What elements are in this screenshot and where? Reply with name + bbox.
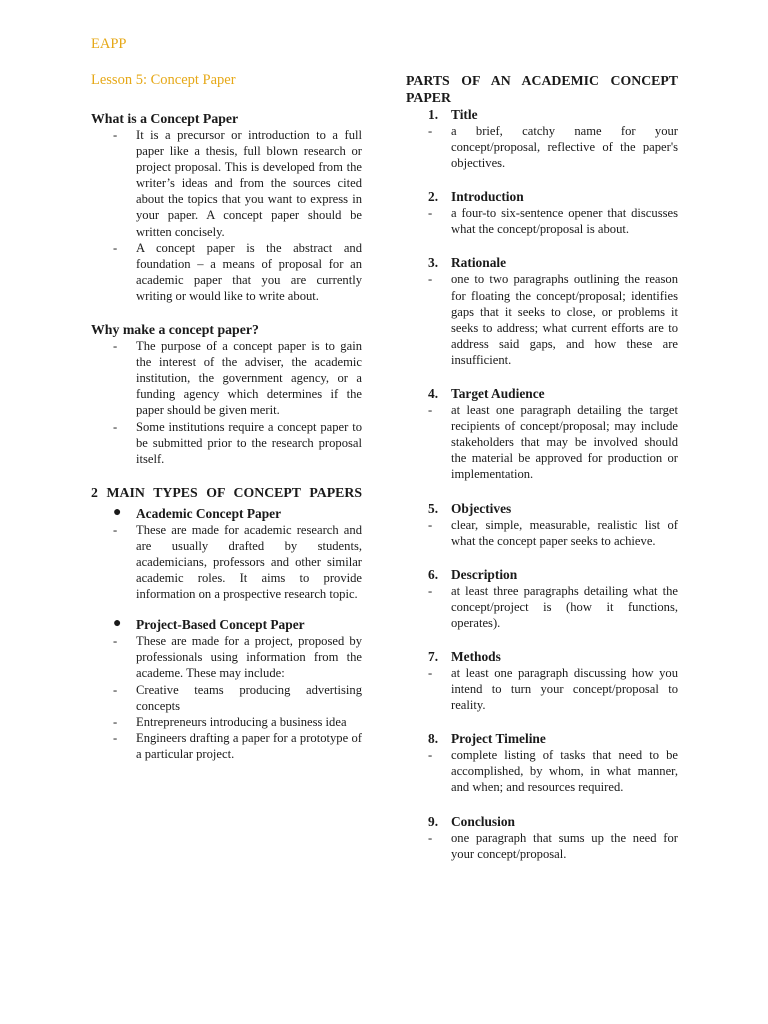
dash-marker: - [428, 206, 433, 221]
part-desc-text: at least one paragraph detailing the target recipients of concept/proposal; may include stakeholders that may be involved should the material be approved for production or implementation. [451, 403, 678, 482]
item-text: The purpose of a concept paper is to gain the interest of the adviser, the academic institution, the government agency, or a funding agency which determines if the paper should be given merit. [136, 339, 362, 418]
dash-marker: - [113, 730, 118, 745]
part-title-text: Introduction [451, 189, 524, 205]
dash-marker: - [428, 272, 433, 287]
part-number: 3. [428, 255, 439, 271]
part-title-text: Conclusion [451, 813, 515, 829]
part-title [406, 385, 678, 402]
part-description [406, 747, 678, 795]
part-title [406, 254, 678, 271]
dash-marker: - [428, 124, 433, 138]
part-title-text: Project Timeline [451, 731, 546, 747]
dash-marker: - [113, 419, 118, 434]
subject-title: EAPP [91, 36, 127, 52]
part-number: 6. [428, 566, 439, 582]
dash-marker: - [113, 634, 118, 649]
list-item [91, 730, 362, 762]
left-column [91, 110, 362, 762]
dash-marker: - [428, 665, 433, 680]
part-number: 2. [428, 189, 439, 205]
part-description [406, 665, 678, 713]
item-text: A concept paper is the abstract and foundation – a means of proposal for an academic paper that you are currently writing or would like to write about. [136, 240, 362, 303]
part-desc-text: a brief, catchy name for your concept/proposal, reflective of the paper's objectives. [451, 124, 678, 171]
part-description [406, 205, 678, 237]
list-item [91, 682, 362, 714]
part-desc-text: at least three paragraphs detailing what the concept/project is (how it functions, operates). [451, 583, 678, 630]
what-heading: What is a Concept Paper [91, 111, 239, 126]
part-title [406, 566, 678, 583]
list-item [91, 714, 362, 730]
dash-marker: - [113, 128, 118, 142]
part-desc-text: complete listing of tasks that need to be accomplished, by whom, in what manner, and when; and resources required. [451, 748, 678, 795]
part-description [406, 583, 678, 631]
part-number: 7. [428, 648, 439, 664]
item-text: These are made for a project, proposed by professionals using information from the academe. These may include: [136, 634, 362, 681]
part-description [406, 830, 678, 862]
part-number: 8. [428, 731, 439, 747]
dash-marker: - [428, 748, 433, 763]
part-title-text: Description [451, 566, 518, 582]
part-desc-text: at least one paragraph discussing how you intend to turn your concept/proposal to reality. [451, 665, 678, 713]
dash-marker: - [113, 714, 118, 729]
part-description [406, 123, 678, 171]
parts-heading: PARTS OF AN ACADEMIC CONCEPT PAPER [406, 73, 678, 105]
part-title [406, 813, 678, 830]
part-title [406, 730, 678, 747]
item-text: Some institutions require a concept paper to be submitted prior to the research proposal itself. [136, 419, 362, 466]
type-title-text: Project-Based Concept Paper [136, 617, 305, 633]
part-title-text: Target Audience [451, 386, 545, 402]
list-item [91, 522, 362, 602]
part-title-text: Rationale [451, 255, 507, 271]
item-text: Creative teams producing advertising concepts [136, 682, 362, 713]
part-title-text: Objectives [451, 500, 512, 516]
dash-marker: - [113, 240, 118, 255]
item-text: It is a precursor or introduction to a full paper like a thesis, full blown research or project proposal. This is developed from the writer’s ideas and from the sources cited about the topics that you want to express in your paper. A concept paper should be written concisely. [136, 128, 362, 239]
bullet-icon: ● [113, 504, 122, 520]
dash-marker: - [428, 583, 433, 598]
dash-marker: - [428, 403, 433, 418]
dash-marker: - [428, 830, 433, 845]
type-title [91, 616, 362, 633]
part-title-text: Methods [451, 648, 501, 664]
part-description [406, 402, 678, 482]
item-text: Entrepreneurs introducing a business idea [136, 714, 347, 729]
item-text: Engineers drafting a paper for a prototype of a particular project. [136, 730, 362, 761]
dash-marker: - [113, 682, 118, 697]
list-item [91, 338, 362, 418]
part-title [406, 500, 678, 517]
dash-marker: - [428, 517, 433, 532]
right-column [406, 72, 678, 862]
part-desc-text: clear, simple, measurable, realistic list of what the concept paper seeks to achieve. [451, 517, 678, 548]
type-title-text: Academic Concept Paper [136, 505, 282, 521]
dash-marker: - [113, 339, 118, 354]
part-number: 1. [428, 107, 439, 122]
list-item [91, 633, 362, 681]
part-title [406, 188, 678, 205]
lesson-title: Lesson 5: Concept Paper [91, 72, 236, 88]
type-title [91, 505, 362, 522]
list-item [91, 240, 362, 304]
list-item [91, 127, 362, 240]
list-item [91, 419, 362, 467]
part-number: 4. [428, 386, 439, 402]
part-number: 9. [428, 813, 439, 829]
dash-marker: - [113, 522, 118, 537]
part-title-text: Title [451, 107, 478, 122]
part-description [406, 517, 678, 549]
part-title [406, 106, 678, 123]
part-description [406, 271, 678, 368]
part-title [406, 648, 678, 665]
part-number: 5. [428, 500, 439, 516]
why-heading: Why make a concept paper? [91, 322, 259, 338]
item-text: These are made for academic research and are usually drafted by students, academicians, professors and other similar academic roles. It aims to provide information on a prospective research topic. [136, 522, 362, 602]
part-desc-text: one to two paragraphs outlining the reason for floating the concept/proposal; identifies gaps that it seeks to close, or problems it seeks to address; what current efforts are to address said gaps, and how these are insufficient. [451, 272, 678, 367]
part-desc-text: a four-to six-sentence opener that discusses what the concept/proposal is about. [451, 206, 678, 237]
types-heading: 2 MAIN TYPES OF CONCEPT PAPERS [91, 484, 362, 500]
part-desc-text: one paragraph that sums up the need for your concept/proposal. [451, 830, 678, 861]
bullet-icon: ● [113, 616, 122, 632]
